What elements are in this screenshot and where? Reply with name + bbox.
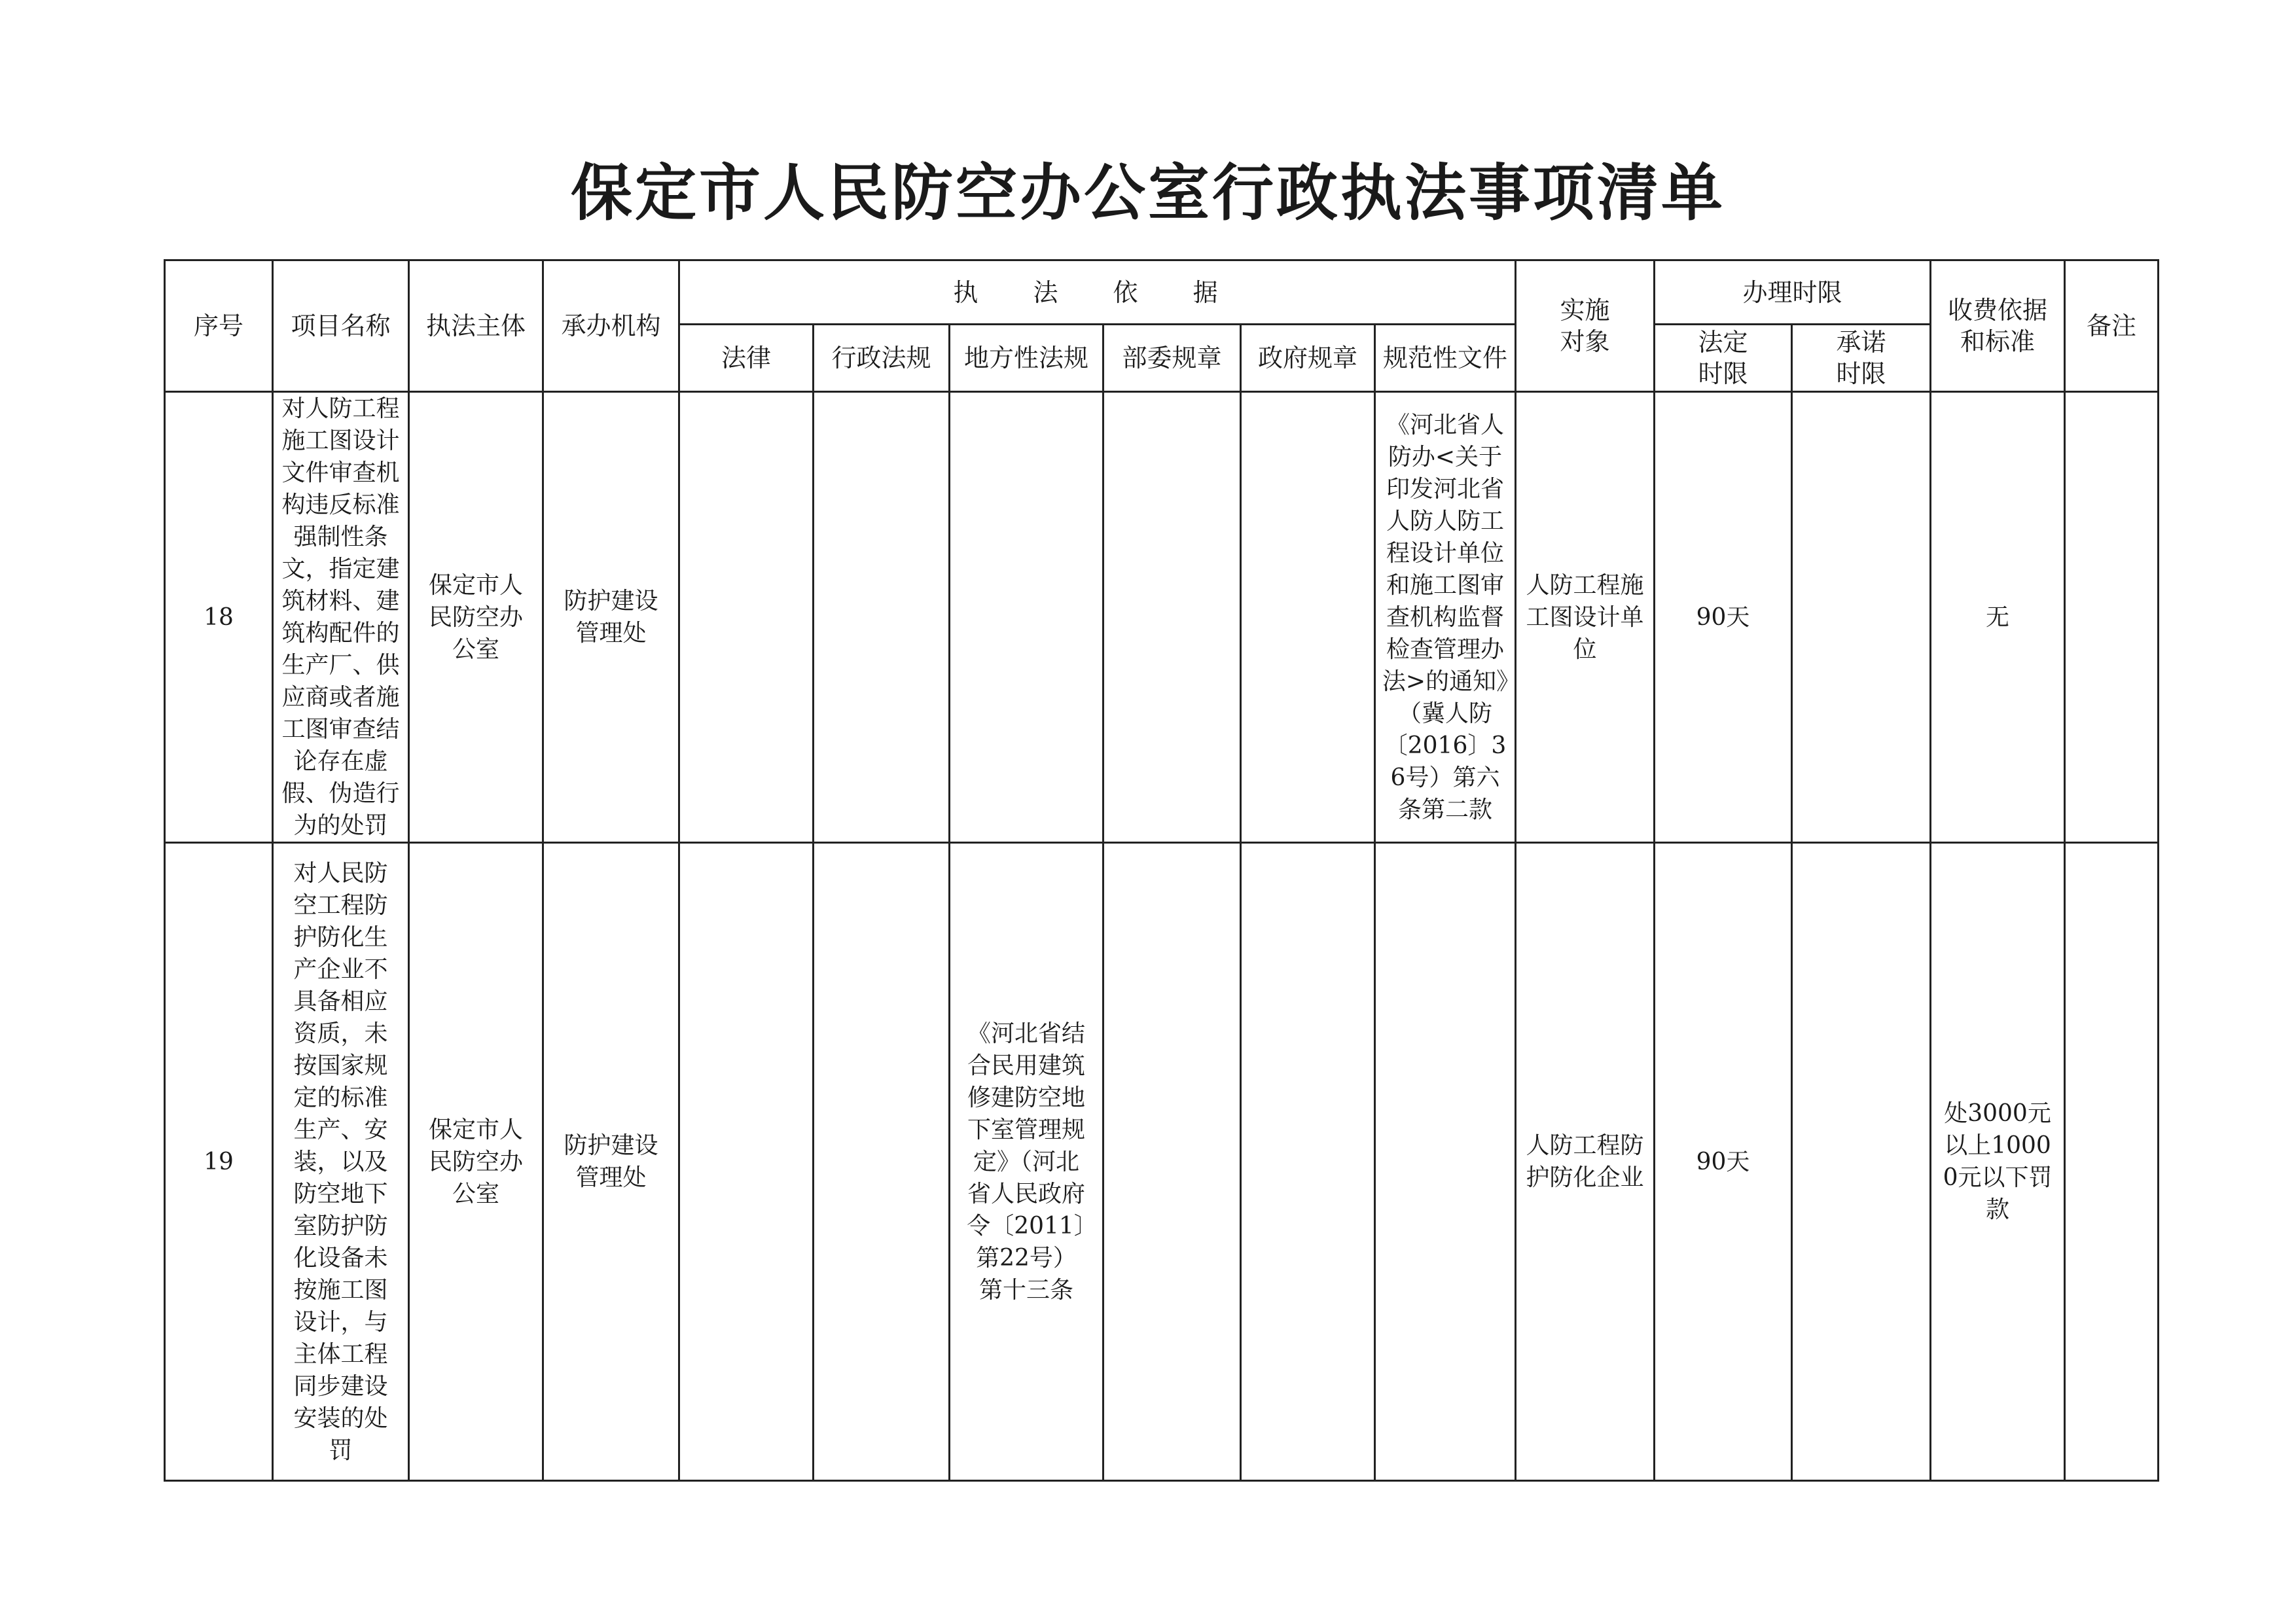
table-row bbox=[165, 843, 2159, 1481]
cell-ministry-rule bbox=[1103, 843, 1241, 1481]
enforcement-table bbox=[164, 259, 2159, 1482]
cell-target: 人防工程施工图设计单位 bbox=[1516, 392, 1655, 843]
cell-seq: 19 bbox=[165, 843, 273, 1481]
cell-promised-limit bbox=[1792, 843, 1931, 1481]
header-agency: 承办机构 bbox=[543, 260, 679, 392]
cell-remark bbox=[2065, 392, 2159, 843]
cell-admin-reg bbox=[814, 843, 950, 1481]
header-gov-rule: 政府规章 bbox=[1241, 325, 1375, 392]
header-normative-doc: 规范性文件 bbox=[1375, 325, 1516, 392]
header-subject: 执法主体 bbox=[409, 260, 543, 392]
header-target: 实施对象 bbox=[1516, 260, 1655, 392]
table-row bbox=[165, 392, 2159, 843]
header-remark: 备注 bbox=[2065, 260, 2159, 392]
cell-legal-limit: 90天 bbox=[1655, 392, 1792, 843]
cell-normative-doc bbox=[1375, 843, 1516, 1481]
cell-fee: 无 bbox=[1931, 392, 2065, 843]
header-item-name: 项目名称 bbox=[273, 260, 409, 392]
cell-subject: 保定市人民防空办公室 bbox=[409, 392, 543, 843]
cell-promised-limit bbox=[1792, 392, 1931, 843]
cell-ministry-rule bbox=[1103, 392, 1241, 843]
cell-target: 人防工程防护防化企业 bbox=[1516, 843, 1655, 1481]
header-ministry-rule: 部委规章 bbox=[1103, 325, 1241, 392]
header-promised-limit: 承诺时限 bbox=[1792, 325, 1931, 392]
cell-law bbox=[679, 392, 814, 843]
cell-local-reg bbox=[950, 392, 1103, 843]
page-title: 保定市人民防空办公室行政执法事项清单 bbox=[570, 157, 1725, 229]
cell-agency: 防护建设管理处 bbox=[543, 843, 679, 1481]
cell-gov-rule bbox=[1241, 843, 1375, 1481]
cell-gov-rule bbox=[1241, 392, 1375, 843]
cell-local-reg: 《河北省结合民用建筑修建防空地下室管理规定》（河北省人民政府令〔2011〕第22号）第十三条 bbox=[950, 843, 1103, 1481]
cell-subject: 保定市人民防空办公室 bbox=[409, 843, 543, 1481]
cell-fee: 处3000元以上10000元以下罚款 bbox=[1931, 843, 2065, 1481]
header-local-reg: 地方性法规 bbox=[950, 325, 1103, 392]
header-seq: 序号 bbox=[165, 260, 273, 392]
header-time-limit: 办理时限 bbox=[1655, 260, 1931, 325]
cell-normative-doc: 《河北省人防办<关于印发河北省人防人防工程设计单位和施工图审查机构监督检查管理办法>的通知》（冀人防〔2016〕36号）第六条第二款 bbox=[1375, 392, 1516, 843]
header-row-primary bbox=[165, 260, 2159, 325]
header-admin-reg: 行政法规 bbox=[814, 325, 950, 392]
cell-law bbox=[679, 843, 814, 1481]
cell-admin-reg bbox=[814, 392, 950, 843]
cell-legal-limit: 90天 bbox=[1655, 843, 1792, 1481]
header-fee: 收费依据和标准 bbox=[1931, 260, 2065, 392]
cell-agency: 防护建设管理处 bbox=[543, 392, 679, 843]
cell-item-name: 对人防工程施工图设计文件审查机构违反标准强制性条文，指定建筑材料、建筑构配件的生产厂、供应商或者施工图审查结论存在虚假、伪造行为的处罚 bbox=[273, 392, 409, 843]
header-law: 法律 bbox=[679, 325, 814, 392]
cell-remark bbox=[2065, 843, 2159, 1481]
header-legal-limit: 法定时限 bbox=[1655, 325, 1792, 392]
cell-item-name: 对人民防空工程防护防化生产企业不具备相应资质，未按国家规定的标准生产、安装，以及防空地下室防护防化设备未按施工图设计，与主体工程同步建设安装的处罚 bbox=[273, 843, 409, 1481]
header-basis: 执 法 依 据 bbox=[679, 260, 1516, 325]
cell-seq: 18 bbox=[165, 392, 273, 843]
